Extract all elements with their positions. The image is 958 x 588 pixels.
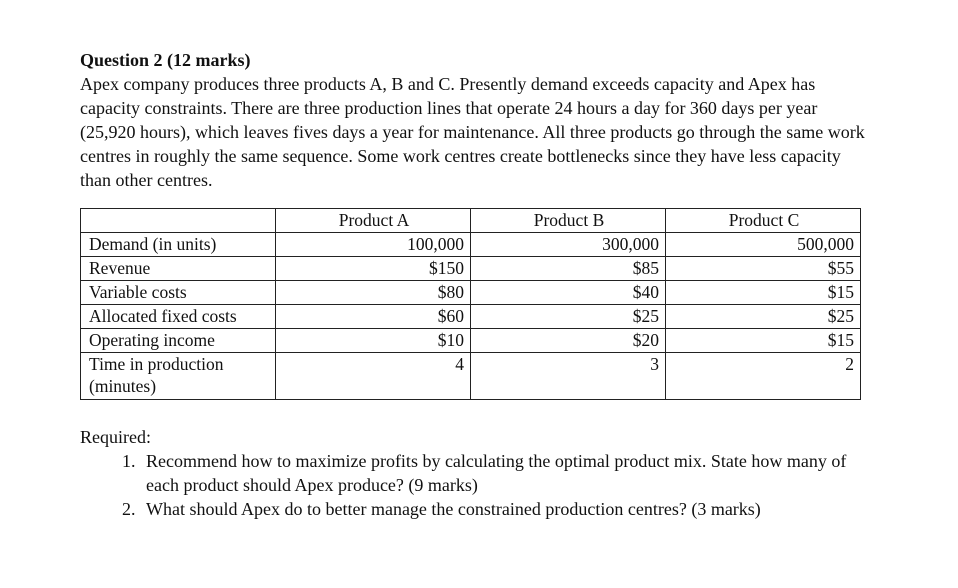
row-label-variable-costs: Variable costs [81, 281, 276, 305]
table-row [81, 233, 861, 257]
column-header-product-b: Product B [471, 209, 666, 233]
table-cell: $40 [471, 281, 666, 305]
table-row [81, 257, 861, 281]
table-cell: $80 [276, 281, 471, 305]
table-row [81, 305, 861, 329]
table-cell: $55 [666, 257, 861, 281]
table-row [81, 281, 861, 305]
required-item-2: 2. What should Apex do to better manage the constrained production centres? (3 marks) [140, 497, 880, 521]
table-cell: $20 [471, 329, 666, 353]
table-cell: 500,000 [666, 233, 861, 257]
column-header-product-c: Product C [666, 209, 861, 233]
product-table [80, 208, 861, 400]
table-cell: $150 [276, 257, 471, 281]
table-cell: $60 [276, 305, 471, 329]
column-header-product-a: Product A [276, 209, 471, 233]
row-label-operating-income: Operating income [81, 329, 276, 353]
required-label: Required: [80, 427, 151, 447]
row-label-allocated-fixed-costs: Allocated fixed costs [81, 305, 276, 329]
table-cell: $10 [276, 329, 471, 353]
table-row [81, 329, 861, 353]
question-block [80, 48, 870, 192]
table-cell: $15 [666, 281, 861, 305]
table-corner-cell [81, 209, 276, 233]
row-label-revenue: Revenue [81, 257, 276, 281]
table-header-row [81, 209, 861, 233]
required-section [80, 425, 880, 521]
table-cell: 300,000 [471, 233, 666, 257]
table-cell: $25 [471, 305, 666, 329]
table-cell: $15 [666, 329, 861, 353]
required-list [80, 449, 880, 521]
row-label-demand: Demand (in units) [81, 233, 276, 257]
table-row [81, 353, 861, 400]
table-cell: $25 [666, 305, 861, 329]
table-cell: 100,000 [276, 233, 471, 257]
required-item-1: 1. Recommend how to maximize profits by calculating the optimal product mix. State how many of each product should Apex produce? (9 marks) [140, 449, 880, 497]
question-body: Apex company produces three products A, B and C. Presently demand exceeds capacity and Apex has capacity constraints. There are three production lines that operate 24 hours a day for 360 days per year (25,920 hours), which leaves fives days a year for maintenance. All three products go through the same work centres in roughly the same sequence. Some work centres create bottlenecks since they have less capacity than other centres. [80, 74, 865, 190]
table-cell: 2 [666, 353, 861, 400]
table-cell: $85 [471, 257, 666, 281]
row-label-time-in-production: Time in production (minutes) [81, 353, 276, 400]
table-cell: 3 [471, 353, 666, 400]
table-cell: 4 [276, 353, 471, 400]
question-title: Question 2 (12 marks) [80, 50, 251, 70]
